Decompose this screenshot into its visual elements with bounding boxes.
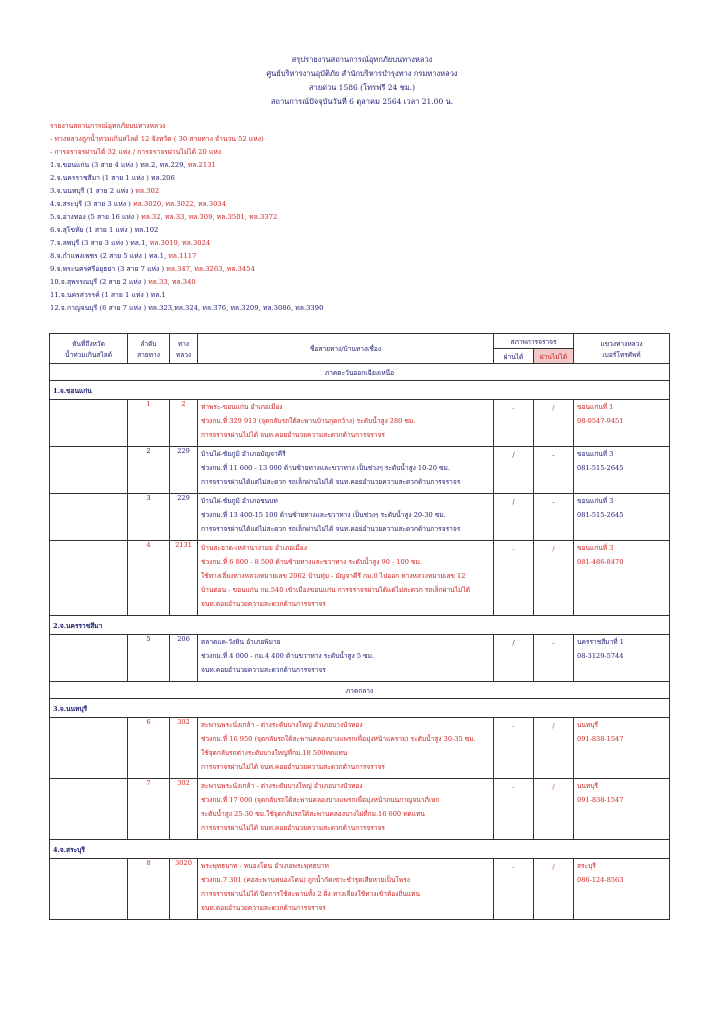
order-cell: 3 <box>128 494 170 541</box>
province-summary-line <box>50 263 710 276</box>
office-phone: 081-515-2645 <box>577 464 624 472</box>
province-summary-text: 1.จ.ขอนแก่น (3 สาย 4 แห่ง ) ทล.2, ทล.229, <box>50 161 188 169</box>
header-line2: ศูนย์บริหารงานอุบัติภัย สำนักบริหารบำรุงทาง กรมทางหลวง <box>266 69 458 78</box>
province-summary-text: 11.จ.นครสวรรค์ (1 สาย 1 แห่ง ) ทล.1 <box>50 291 166 299</box>
route-cell: 2131 <box>170 541 198 616</box>
province-summary-line <box>50 211 710 224</box>
office-phone: 086-124-8563 <box>577 876 624 884</box>
order-cell: 7 <box>128 779 170 840</box>
description-line: การจราจรผ่านไม่ได้ จนท.คอยอำนวยความสะดวกด้านการจราจร <box>201 824 385 832</box>
route-cell: 3020 <box>170 859 198 920</box>
col-header-office: แขวงทางหลวง เบอร์โทรศัพท์ <box>574 334 670 364</box>
office-cell <box>574 779 670 840</box>
table-row <box>50 400 670 447</box>
intro-block <box>50 120 710 312</box>
route-description-cell <box>198 400 494 447</box>
table-row <box>50 859 670 920</box>
nopass-cell: / <box>534 779 574 840</box>
province-summary-text: 12.จ.กาญจนบุรี (6 สาย 7 แห่ง ) ทล.323,ทล.324, ทล.376, ทล.3209, ทล.3086, ทล.3390 <box>50 304 324 312</box>
province-summary-text: 7.จ.ลพบุรี (3 สาย 3 แห่ง ) ทล.1, <box>50 239 150 247</box>
description-line: ช่วงกม.ที่ 16 950 (จุดกลับรถใต้สะพานคลองบางแพรกเพื่อมุ่งหน้าแคราย) ระดับน้ำสูง 30-35 ซม. <box>201 735 476 743</box>
header-line1: สรุปรายงานสถานการณ์อุทกภัยบนทางหลวง <box>291 55 433 64</box>
province-cell <box>50 400 128 447</box>
province-summary-line <box>50 250 710 263</box>
province-summary-text: 4.จ.สระบุรี (3 สาย 3 แห่ง ) <box>50 200 134 208</box>
pass-cell: / <box>494 494 534 541</box>
description-line: จนท.คอยอำนวยความสะดวกด้านการจราจร <box>201 904 326 912</box>
order-cell: 8 <box>128 859 170 920</box>
route-cell: 229 <box>170 447 198 494</box>
province-heading-row: 1.จ.ขอนแก่น <box>50 381 670 400</box>
province-summary-routes: ทล.3019, ทล.3024 <box>149 239 211 247</box>
intro-summary2: - การจราจรผ่านได้ 32 แห่ง / การจราจรผ่านไม่ได้ 20 แห่ง <box>50 148 222 156</box>
province-summary-line <box>50 185 710 198</box>
office-name: ขอนแก่นที่ 3 <box>577 450 614 458</box>
province-cell <box>50 718 128 779</box>
col-header-traffic: สภาพการจราจร <box>494 334 574 349</box>
office-cell <box>574 718 670 779</box>
route-description-cell <box>198 494 494 541</box>
office-name: สระบุรี <box>577 862 596 870</box>
office-cell <box>574 859 670 920</box>
description-line: การจราจรผ่านไม่ได้ จนท.คอยอำนวยความสะดวกด้านการจราจร <box>201 431 385 439</box>
province-summary-text: 6.จ.สุโขทัย (1 สาย 1 แห่ง ) ทล.102 <box>50 226 159 234</box>
table-row <box>50 718 670 779</box>
description-line: สะพานพระนั่งเกล้า - ต่างระดับบางใหญ่ อำเภอบางบัวทอง <box>201 721 363 729</box>
route-description-cell <box>198 447 494 494</box>
province-heading-row: 3.จ.นนทบุรี <box>50 699 670 718</box>
description-line: จนท.คอยอำนวยความสะดวกด้านการจราจร <box>201 600 326 608</box>
pass-cell: / <box>494 447 534 494</box>
province-summary-routes: ทล.33, ทล.340 <box>148 278 196 286</box>
description-line: ช่วงกม.ที่ 4 000 - กม.4 400 ด้านขวาทาง ระดับน้ำสูง 5 ซม. <box>201 652 375 660</box>
nopass-cell: / <box>534 718 574 779</box>
route-cell: 302 <box>170 779 198 840</box>
office-name: นนทบุรี <box>577 721 599 729</box>
col-header-province: ทันที่ถึงหวัด น้ำท่วมเกินสไลด์ <box>50 334 128 364</box>
office-cell <box>574 635 670 682</box>
office-name: ขอนแก่นที่ 3 <box>577 497 614 505</box>
nopass-cell: - <box>534 635 574 682</box>
province-summary-routes: ทล.2131 <box>187 161 216 169</box>
report-header <box>0 53 724 109</box>
office-phone: 091-838-1547 <box>577 796 624 804</box>
province-summary-line <box>50 159 710 172</box>
table-row <box>50 635 670 682</box>
route-description-cell <box>198 541 494 616</box>
col-header-order: ลำดับ สายทาง <box>128 334 170 364</box>
table-row <box>50 494 670 541</box>
pass-cell: - <box>494 779 534 840</box>
province-summary-line <box>50 289 710 302</box>
pass-cell: - <box>494 541 534 616</box>
col-header-nopass: ผ่านไม่ได้ <box>534 349 574 364</box>
description-line: ช่วงกม.ที่ 17 000 (จุดกลับรถใต้สะพานคลองบางแพรกเพื่อมุ่งหน้าถนนกาญจนาภิเษก <box>201 796 440 804</box>
office-name: นนทบุรี <box>577 782 599 790</box>
province-summary-line <box>50 172 710 185</box>
pass-cell: - <box>494 400 534 447</box>
description-line: ตลาดแค-วังหิน อำเภอพิมาย <box>201 638 281 646</box>
description-line: ใช้ทางเลี่ยงทางหลวงหมายเลข 2062 บ้านทุ่ม - มัญจาคีรี กม.0 ไปออก ทางหลวงหมายเลข 12 <box>201 572 466 580</box>
col-header-route-name: ชื่อสายทาง/บ้านทางเชื่อง <box>198 334 494 364</box>
table-row <box>50 779 670 840</box>
table-row <box>50 541 670 616</box>
nopass-cell: - <box>534 494 574 541</box>
description-line: การจราจรผ่านได้แต่ไม่สะดวก รถเล็กผ่านไม่ได้ จนท.คอยอำนวยความสะดวกด้านการจราจร <box>201 478 461 486</box>
office-name: นครราชสีมาที่ 1 <box>577 638 624 646</box>
province-cell <box>50 541 128 616</box>
province-cell <box>50 859 128 920</box>
description-line: ช่วงกม.7 301 (คอสะพานหนองโดน) ถูกน้ำกัดเซาะชำรุดเสียหายเป็นโพรง <box>201 876 410 884</box>
col-header-highway: ทาง หลวง <box>170 334 198 364</box>
region-row-northeast: ภาคตะวันออกเฉียงเหนือ <box>50 364 670 381</box>
province-summary-routes: ทล.32, ทล.33, ทล.309, ทล.3501, ทล.3372 <box>141 213 278 221</box>
province-summary-line <box>50 224 710 237</box>
description-line: พระพุทธบาท - หนองโดน อำเภอพระพุทธบาท <box>201 862 329 870</box>
pass-cell: - <box>494 718 534 779</box>
province-heading-row: 2.จ.นครราชสีมา <box>50 616 670 635</box>
route-cell: 206 <box>170 635 198 682</box>
office-cell <box>574 400 670 447</box>
region-row-central: ภาคกลาง <box>50 682 670 699</box>
province-list <box>50 159 710 312</box>
office-cell <box>574 447 670 494</box>
route-cell: 302 <box>170 718 198 779</box>
office-cell <box>574 541 670 616</box>
pass-cell: - <box>494 859 534 920</box>
order-cell: 4 <box>128 541 170 616</box>
intro-summary1: - ทางหลวงถูกน้ำท่วมเกินสไลด์ 12 จังหวัด ( 30 สายทาง จำนวน 52 แห่ง) <box>50 135 264 143</box>
description-line: ช่วงกม.ที่ 6 800 - 8 500 ด้านซ้ายทางและขวาทาง ระดับน้ำสูง 90 - 100 ซม. <box>201 558 422 566</box>
office-phone: 08-0547-9451 <box>577 417 624 425</box>
nopass-cell: / <box>534 859 574 920</box>
nopass-cell: - <box>534 447 574 494</box>
header-line4: สถานการณ์ปัจจุบันวันที่ 6 ตุลาคม 2564 เวลา 21.00 น. <box>270 97 454 106</box>
province-cell <box>50 779 128 840</box>
province-summary-text: 5.จ.อ่างทอง (5 สาย 16 แห่ง ) <box>50 213 142 221</box>
flood-table <box>49 333 670 920</box>
province-summary-text: 3.จ.นนทบุรี (1 สาย 2 แห่ง ) <box>50 187 136 195</box>
office-phone: 081-515-2645 <box>577 511 624 519</box>
order-cell: 2 <box>128 447 170 494</box>
order-cell: 6 <box>128 718 170 779</box>
description-line: ช่วงกม.ที่ 11 600 - 13 000 ด้านซ้ายทางและขวาทาง เป็นช่วงๆ ระดับน้ำสูง 10-20 ซม. <box>201 464 450 472</box>
pass-cell: / <box>494 635 534 682</box>
description-line: การจราจรผ่านไม่ได้ ปิดการใช้สะพานทั้ง 2 ฝั่ง ทางเลี่ยงใช้ทางเข้าท้องถิ่นแทน <box>201 890 421 898</box>
province-summary-line <box>50 276 710 289</box>
province-cell <box>50 494 128 541</box>
description-line: สะพานพระนั่งเกล้า - ต่างระดับบางใหญ่ อำเภอบางบัวทอง <box>201 782 363 790</box>
description-line: บ้านไผ่-ชัยภูมิ อำเภอมัญจาคีรี <box>201 450 286 458</box>
province-summary-line <box>50 198 710 211</box>
province-summary-text: 9.จ.พระนครศรีอยุธยา (3 สาย 7 แห่ง ) <box>50 265 167 273</box>
province-summary-routes: ทล.1117 <box>168 252 197 260</box>
province-summary-text: 2.จ.นครราชสีมา (1 สาย 1 แห่ง ) ทล.206 <box>50 174 175 182</box>
description-line: ท่าพระ-ขอนแก่น อำเภอเมือง <box>201 403 283 411</box>
order-cell: 5 <box>128 635 170 682</box>
header-line3: สายด่วน 1586 (โทรฟรี 24 ชม.) <box>308 83 416 92</box>
province-cell <box>50 447 128 494</box>
province-heading-row: 4.จ.สระบุรี <box>50 840 670 859</box>
office-cell <box>574 494 670 541</box>
description-line: ใช้จุดกลับรถต่างระดับบางใหญ่ที่กม.18 500ทดแทน <box>201 749 348 757</box>
route-description-cell <box>198 859 494 920</box>
office-phone: 081-486-8470 <box>577 558 624 566</box>
col-header-pass: ผ่านได้ <box>494 349 534 364</box>
description-line: การจราจรผ่านได้แต่ไม่สะดวก รถเล็กผ่านไม่ได้ จนท.คอยอำนวยความสะดวกด้านการจราจร <box>201 525 461 533</box>
route-description-cell <box>198 635 494 682</box>
office-phone: 091-838-1547 <box>577 735 624 743</box>
description-line: จนท.คอยอำนวยความสะดวกด้านการจราจร <box>201 666 326 674</box>
nopass-cell: / <box>534 541 574 616</box>
route-cell: 2 <box>170 400 198 447</box>
route-description-cell <box>198 718 494 779</box>
description-line: บ้านไผ่-ชัยภูมิ อำเภอชนบท <box>201 497 278 505</box>
province-summary-line <box>50 237 710 250</box>
province-summary-routes: ทล.302 <box>135 187 160 195</box>
office-name: ขอนแก่นที่ 1 <box>577 403 614 411</box>
description-line: บ้านดอน - ขอนแก่น กม.540 เข้าเมืองขอนแก่น การจราจรผ่านได้แต่ไม่สะดวก รถเล็กผ่านไม่ได้ <box>201 586 470 594</box>
description-line: ช่วงกม.ที่ 13 400-15 100 ด้านซ้ายทางและขวาทาง เป็นช่วงๆ ระดับน้ำสูง 20-30 ซม. <box>201 511 446 519</box>
order-cell: 1 <box>128 400 170 447</box>
office-phone: 08-3129-5744 <box>577 652 624 660</box>
nopass-cell: / <box>534 400 574 447</box>
province-summary-routes: ทล.347, ทล.3263, ทล.3454 <box>166 265 255 273</box>
province-summary-text: 10.จ.สุพรรณบุรี (2 สาย 2 แห่ง ) <box>50 278 149 286</box>
province-summary-routes: ทล.3020, ทล.3022, ทล.3034 <box>133 200 227 208</box>
province-cell <box>50 635 128 682</box>
intro-title: รายงานสถานการณ์อุทกภัยบนทางหลวง <box>50 122 166 130</box>
description-line: การจราจรผ่านไม่ได้ จนท.คอยอำนวยความสะดวกด้านการจราจร <box>201 763 385 771</box>
description-line: ระดับน้ำสูง 25-30 ซม.ใช้จุดกลับรถใต้สะพานคลองบางไผ่ที่กม.16 600 ทดแทน <box>201 810 425 818</box>
description-line: ช่วงกม.ที่ 329 913 (จุดกลับรถใต้สะพานบ้านกุดกว้าง) ระดับน้ำสูง 280 ซม. <box>201 417 416 425</box>
table-row <box>50 447 670 494</box>
province-summary-line <box>50 302 710 315</box>
office-name: ขอนแก่นที่ 3 <box>577 544 614 552</box>
province-summary-text: 8.จ.กำแพงเพชร (2 สาย 5 แห่ง ) ทล.1, <box>50 252 169 260</box>
route-description-cell <box>198 779 494 840</box>
description-line: บ้านสะอาด-เหล่านางามย อำเภอเมือง <box>201 544 307 552</box>
route-cell: 229 <box>170 494 198 541</box>
